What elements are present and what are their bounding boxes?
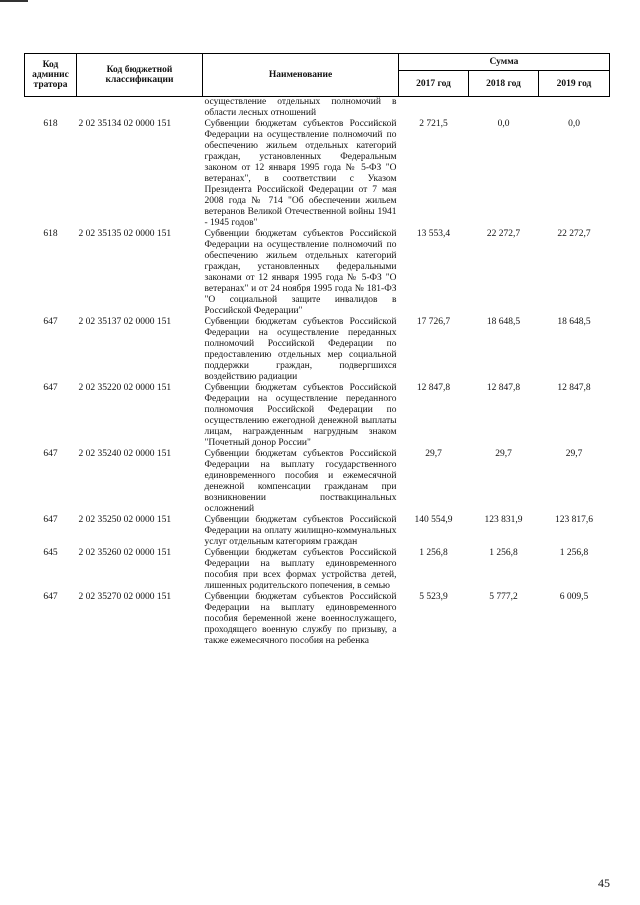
cell-admin-code: 647	[43, 515, 58, 525]
cell-2019	[539, 97, 610, 120]
cell-2018: 22 272,7	[486, 229, 521, 239]
cell-kbk: 2 02 35137 02 0000 151	[78, 317, 172, 327]
cell-admin-code: 647	[43, 592, 58, 602]
cell-2018: 0,0	[497, 119, 510, 129]
cell-2019: 22 272,7	[557, 229, 591, 239]
cell-name: Субвенции бюджетам субъектов Российской Федерации на выплату единовременного пособия при всех формах устройства детей, лишенных родительского попечения, в семью	[204, 548, 397, 591]
cell-2019: 6 009,5	[559, 592, 589, 602]
cell-kbk: 2 02 35240 02 0000 151	[78, 449, 172, 459]
table-row	[25, 515, 610, 548]
table-row	[25, 119, 610, 229]
table-row	[25, 383, 610, 449]
table-row	[25, 229, 610, 317]
cell-2018: 123 831,9	[484, 515, 523, 525]
header-code-admin: Код админис тратора	[25, 54, 77, 97]
table-header	[25, 54, 610, 97]
cell-name: Субвенции бюджетам субъектов Российской Федерации на осуществление полномочий по обеспечению жильем отдельных категорий граждан, установленных Федеральным законом от 12 января 1995 года № 5-ФЗ "О ветеранах", в соответствии с Указом Президента Российской Федерации от 7 мая 2008 года № 714 "Об обеспечении жильем ветеранов Великой Отечественной войны 1941 - 1945 годов"	[204, 119, 397, 228]
header-kbk: Код бюджетной классификации	[77, 54, 203, 97]
cell-name: Субвенции бюджетам субъектов Российской Федерации на оплату жилищно-коммунальных услуг отдельным категориям граждан	[204, 515, 397, 547]
header-year-2019: 2019 год	[539, 71, 610, 97]
cell-2017: 1 256,8	[419, 548, 448, 558]
header-name: Наименование	[203, 54, 399, 97]
cell-2017: 17 726,7	[416, 317, 451, 327]
cell-2017: 5 523,9	[419, 592, 448, 602]
cell-admin-code: 647	[43, 317, 58, 327]
cell-2017: 29,7	[425, 449, 442, 459]
cell-kbk: 2 02 35270 02 0000 151	[78, 592, 172, 602]
cell-2018: 29,7	[495, 449, 512, 459]
table-body	[25, 97, 610, 648]
cell-admin-code: 618	[43, 229, 58, 239]
table-row	[25, 592, 610, 647]
cell-admin-code: 618	[43, 119, 58, 129]
cell-2018: 12 847,8	[486, 383, 521, 393]
table-row	[25, 97, 610, 120]
cell-kbk: 2 02 35250 02 0000 151	[78, 515, 172, 525]
cell-2019: 18 648,5	[557, 317, 591, 327]
cell-2019: 1 256,8	[559, 548, 589, 558]
cell-2019: 29,7	[565, 449, 583, 459]
cell-admin-code: 647	[43, 383, 58, 393]
page-number: 45	[598, 876, 610, 890]
cell-2019: 12 847,8	[557, 383, 591, 393]
cell-2018: 18 648,5	[486, 317, 521, 327]
cell-2017	[399, 97, 469, 120]
cell-kbk	[77, 97, 203, 120]
cell-2017: 12 847,8	[416, 383, 451, 393]
cell-2018: 5 777,2	[489, 592, 518, 602]
cell-kbk: 2 02 35260 02 0000 151	[78, 548, 172, 558]
cell-name: Субвенции бюджетам субъектов Российской Федерации на осуществление полномочий по обеспечению жильем отдельных категорий граждан, установленных федеральными законами от 12 января 1995 года № 5-ФЗ "О ветеранах" и от 24 ноября 1995 года № 181-ФЗ "О социальной защите инвалидов в Российской Федерации"	[204, 229, 397, 316]
header-sum: Сумма	[399, 54, 610, 71]
cell-name: Субвенции бюджетам субъектов Российской Федерации на выплату государственного единовременного пособия и ежемесячной денежной компенсации гражданам при возникновении поствакцинальных осложнений	[204, 449, 397, 514]
cell-admin-code	[25, 97, 77, 120]
cell-name: осуществление отдельных полномочий в области лесных отношений	[204, 97, 397, 118]
header-year-2017: 2017 год	[399, 71, 469, 97]
table-row	[25, 548, 610, 592]
table-row	[25, 449, 610, 515]
cell-2017: 13 553,4	[416, 229, 451, 239]
cell-2019: 0,0	[568, 119, 580, 129]
cell-name: Субвенции бюджетам субъектов Российской Федерации на осуществление переданного полномочия Российской Федерации по осуществлению ежегодной денежной выплаты лицам, награжденным нагрудным знаком "Почетный донор России"	[204, 383, 397, 448]
cell-name: Субвенции бюджетам субъектов Российской Федерации на выплату единовременного пособия беременной жене военнослужащего, проходящего военную службу по призыву, а также ежемесячного пособия на ребенка	[204, 592, 397, 646]
cell-kbk: 2 02 35220 02 0000 151	[78, 383, 172, 393]
cell-2018: 1 256,8	[489, 548, 518, 558]
cell-kbk: 2 02 35135 02 0000 151	[78, 229, 172, 239]
cell-admin-code: 645	[43, 548, 58, 558]
cell-admin-code: 647	[43, 449, 58, 459]
cell-name: Субвенции бюджетам субъектов Российской Федерации на осуществление переданных полномочий Российской Федерации по предоставлению отдельных мер социальной поддержки граждан, подвергшихся воздействию радиации	[204, 317, 397, 382]
cell-2019: 123 817,6	[555, 515, 593, 525]
cell-2017: 2 721,5	[419, 119, 448, 129]
cell-2018	[469, 97, 539, 120]
scan-corner-mark	[0, 0, 28, 2]
table-row	[25, 317, 610, 383]
cell-kbk: 2 02 35134 02 0000 151	[78, 119, 172, 129]
cell-2017: 140 554,9	[414, 515, 453, 525]
header-year-2018: 2018 год	[469, 71, 539, 97]
budget-table	[24, 53, 610, 647]
